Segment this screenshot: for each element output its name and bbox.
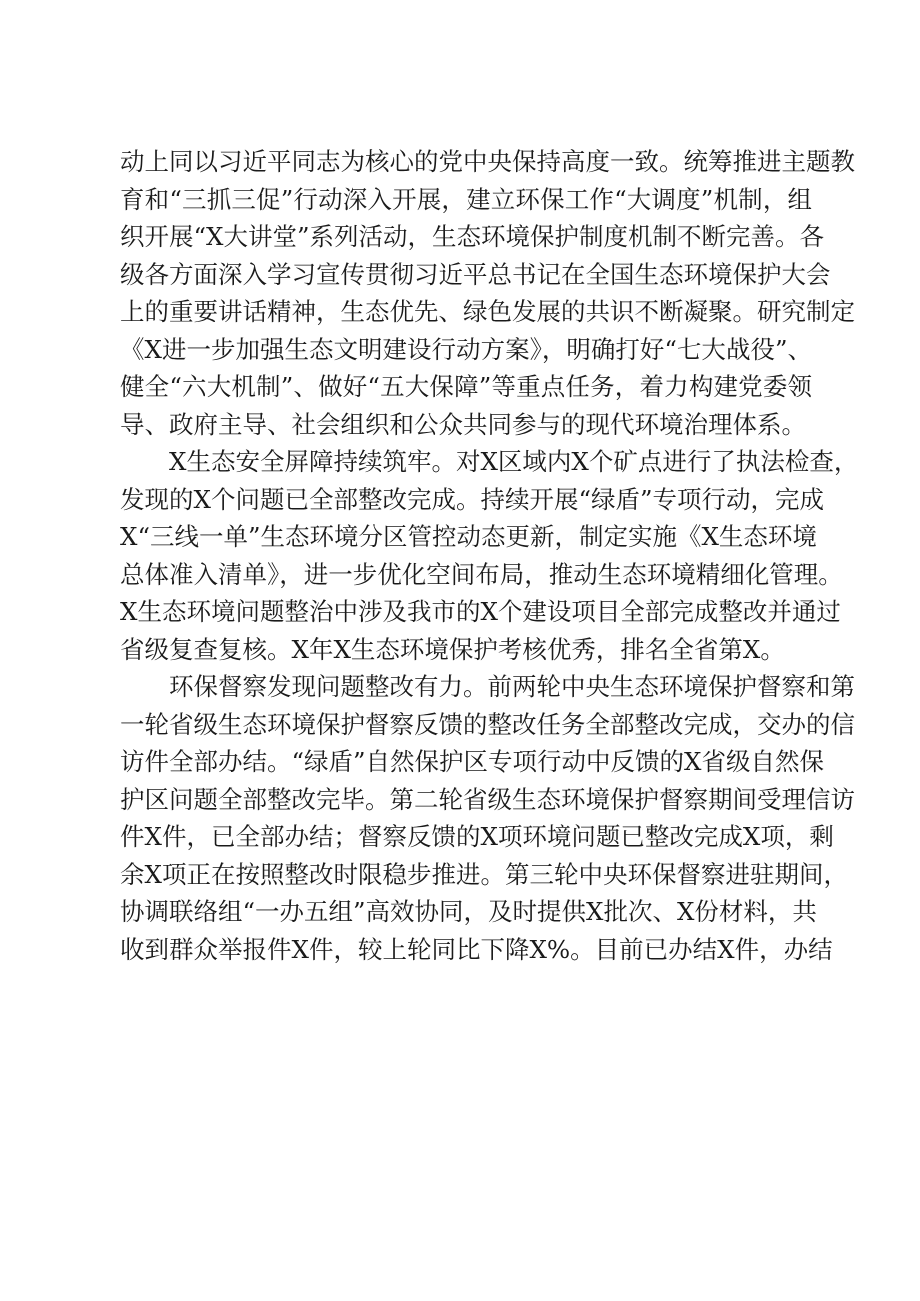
text-line: 收到群众举报件X件，较上轮同比下降X%。目前已办结X件，办结 bbox=[120, 934, 833, 964]
text-line: 访件全部办结。“绿盾”自然保护区专项行动中反馈的X省级自然保 bbox=[120, 747, 824, 776]
text-line: 余X项正在按照整改时限稳步推进。第三轮中央环保督察进驻期间， bbox=[120, 859, 848, 889]
text-line: 一轮省级生态环境保护督察反馈的整改任务全部整改完成，交办的信 bbox=[120, 709, 855, 739]
text-line: 件X件，已全部办结；督察反馈的X项环境问题已整改完成X项，剩 bbox=[120, 822, 834, 851]
document-page bbox=[120, 143, 859, 968]
text-line: 发现的X个问题已全部整改完成。持续开展“绿盾”专项行动，完成 bbox=[120, 484, 824, 514]
text-line: 导、政府主导、社会组织和公众共同参与的现代环境治理体系。 bbox=[120, 409, 806, 439]
text-line: 总体准入清单》，进一步优化空间布局，推动生态环境精细化管理。 bbox=[120, 559, 843, 589]
text-line: X生态环境问题整治中涉及我市的X个建设项目全部完成整改并通过 bbox=[120, 597, 841, 626]
text-line: X生态安全屏障持续筑牢。对X区域内X个矿点进行了执法检查， bbox=[169, 447, 859, 476]
paragraph-2 bbox=[120, 443, 859, 668]
text-line: 织开展“X大讲堂”系列活动，生态环境保护制度机制不断完善。各 bbox=[120, 222, 824, 251]
text-line: 动上同以习近平同志为核心的党中央保持高度一致。统筹推进主题教 bbox=[120, 147, 855, 176]
text-line: 级各方面深入学习宣传贯彻习近平总书记在全国生态环境保护大会 bbox=[120, 259, 831, 289]
paragraph-3 bbox=[120, 668, 855, 968]
text-line: 《X进一步加强生态文明建设行动方案》，明确打好“七大战役”、 bbox=[120, 334, 812, 364]
text-line: 协调联络组“一办五组”高效协同，及时提供X批次、X份材料，共 bbox=[120, 897, 817, 926]
paragraph-1 bbox=[120, 143, 855, 443]
text-line: X“三线一单”生态环境分区管控动态更新，制定实施《X生态环境 bbox=[120, 522, 817, 551]
text-line: 育和“三抓三促”行动深入开展，建立环保工作“大调度”机制，组 bbox=[120, 184, 812, 214]
text-line: 省级复查复核。X年X生态环境保护考核优秀，排名全省第X。 bbox=[120, 634, 785, 664]
text-line: 护区问题全部整改完毕。第二轮省级生态环境保护督察期间受理信访 bbox=[120, 784, 855, 814]
text-line: 健全“六大机制”、做好“五大保障”等重点任务，着力构建党委领 bbox=[120, 372, 812, 401]
text-line: 上的重要讲话精神，生态优先、绿色发展的共识不断凝聚。研究制定 bbox=[120, 297, 855, 326]
text-line: 环保督察发现问题整改有力。前两轮中央生态环境保护督察和第 bbox=[169, 672, 855, 701]
